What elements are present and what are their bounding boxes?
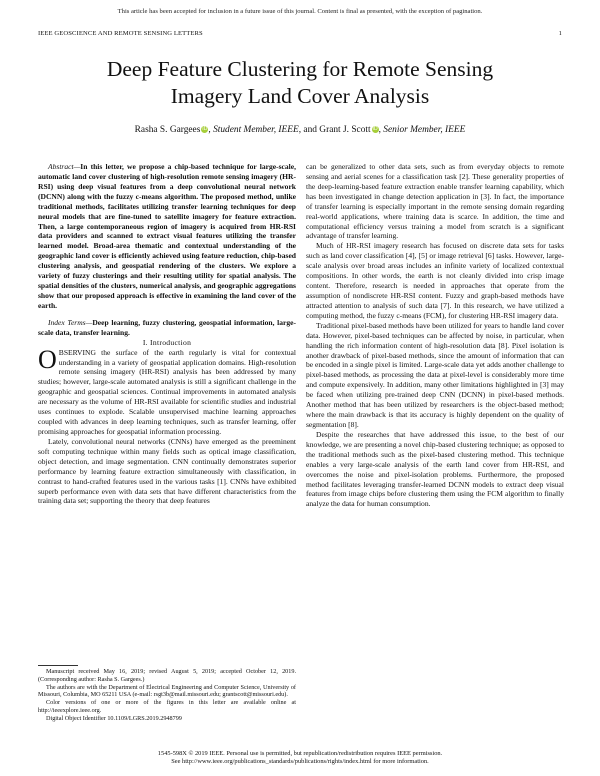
index-terms-text: Deep learning, fuzzy clustering, geospatial information, large-scale data, transfer learning. — [38, 317, 297, 337]
author-2-name: Grant J. Scott — [319, 125, 371, 135]
title-line-2: Imagery Land Cover Analysis — [170, 84, 430, 108]
journal-name: IEEE GEOSCIENCE AND REMOTE SENSING LETTERS — [38, 30, 203, 37]
author-list: Rasha S. Gargees iD, Student Member, IEEE, and Grant J. Scott iD, Senior Member, IEEE — [134, 125, 466, 135]
footnote-rule — [38, 665, 78, 666]
abstract — [38, 162, 296, 311]
title-line-1: Deep Feature Clustering for Remote Sensing — [106, 57, 494, 81]
drop-cap: O — [38, 344, 57, 374]
footnote-received: Manuscript received May 16, 2019; revised August 5, 2019; accepted October 12, 2019. (Corresponding author: Rasha S. Gargees.) — [38, 668, 296, 683]
copyright-footer — [0, 750, 600, 767]
intro-paragraph-1-text: BSERVING the surface of the earth regularly is vital for contextual understanding in a variety of geospatial application domains. High-resolution remote sensing imagery (HR-RSI) analysis has been addressed by many studies; however, large-scale automated analysis is still a significant challenge in the geographic and geospatial sciences. Continual improvements in automated analysis are necessary as the volume of HR-RSI available for scientific studies and industrial uses continues to explode. Scalable unsupervised machine learning approaches coupled with advances in deep learning techniques, such as transfer learning, offer promising approaches for geospatial information processing. — [38, 347, 296, 436]
page-number: 1 — [558, 30, 562, 37]
orcid-icon[interactable]: iD — [202, 126, 208, 132]
author-connector: , and — [298, 125, 320, 135]
footnote-doi: Digital Object Identifier 10.1109/LGRS.2019.2948799 — [46, 714, 182, 722]
orcid-icon[interactable]: iD — [372, 126, 378, 132]
intro-paragraph-1 — [38, 344, 296, 437]
footnote-color-versions: Color versions of one or more of the figures in this letter are available online at http://ieeexplore.ieee.org. — [38, 699, 296, 714]
intro-paragraph-2: Lately, convolutional neural networks (CNNs) have emerged as the preeminent soft computing technique within many fields such as optical image classification, object detection, and image segmentation. CNN continually demonstrates superior performance by learning feature extraction simultaneously with classification, in contrast to hand-crafted features used in the various tasks [1]. CNNs have exhibited superb performance even with data sets that have different characteristics from the training data set; supporting the theory that deep features — [38, 436, 296, 506]
author-1-name: Rasha S. Gargees — [134, 125, 201, 135]
abstract-dash: — — [73, 162, 81, 171]
copyright-line: 1545-598X © 2019 IEEE. Personal use is permitted, but republication/redistribution requires IEEE permission. — [157, 750, 443, 757]
section-heading-introduction: I. Introduction — [142, 337, 192, 347]
author-1-role: Student Member, IEEE — [213, 125, 299, 135]
footnotes — [38, 668, 296, 723]
right-paragraph-2: Much of HR-RSI imagery research has focused on discrete data sets for tasks such as land cover classification [4], [5] or image retrieval [6] tasks. However, large-scale analysis over broad areas includes an infinite variety of localized contextual compositions. In other words, the earth is not cleanly divided into crisp image content. Therefore, research is needed in approaches that operate from the assumption of nondiscrete HR-RSI content. Fuzzy and graph-based methods have attracted attention to analysis of such data [7]. In this research, we have utilized a computing method, the fuzzy c-means (FCM), for clustering HR-RSI imagery data. — [306, 241, 564, 320]
index-terms-label: Index Terms — [48, 317, 86, 327]
right-paragraph-4: Despite the researches that have addressed this issue, to the best of our knowledge, we are presenting a novel chip-based clustering technique; as opposed to the traditional methods such as the pixel-based clustering method. This technique enables a very large-scale analysis of the earth land cover from HR-RSI, and overcomes the noise and pixel-isolation problems. Furthermore, the proposed method facilitates leveraging transfer-learned DCNN models to extract deep visual features from image chips before clustering them using the FCM algorithm to finally analyze the data for human consumption. — [306, 429, 564, 509]
index-terms-dash: — — [85, 317, 93, 327]
abstract-text: In this letter, we propose a chip-based technique for large-scale, automatic land cover clustering of high-resolution remote sensing imagery (HR-RSI) using deep visual features from a deep convolutional neural network (DCNN) along with the fuzzy c-means algorithm. The proposed method, unlike traditional methods, facilitates utilizing transfer learning techniques for deep neural models that are fine-tuned to satellite imagery for feature extraction. Then, a large contemporaneous region of imagery is acquired from HR-RSI data providers and scanned to extract visual features utilizing the transfer learned model. Broad-area thematic and contextual understanding of the geographic land cover is efficiently achieved using feature reduction, chip-based clustering analysis, and geospatial rendering of the clusters. We explore a variety of fuzzy clusterings and their resulting utility for spatial analysis. The spatial densities of the clusters, numerical analysis, and geographic aggregations show that our proposed approach is effective in examining the land cover of the earth. — [38, 162, 296, 310]
left-column — [38, 162, 296, 506]
running-header — [38, 30, 562, 37]
right-column — [306, 162, 564, 509]
rights-link-line[interactable]: See http://www.ieee.org/publications_standards/publications/rights/index.html for more information. — [171, 758, 429, 766]
abstract-label: Abstract — [48, 162, 74, 171]
paper-title — [40, 56, 560, 110]
footnote-affiliation: The authors are with the Department of Electrical Engineering and Computer Science, University of Missouri, Columbia, MO 65211 USA (e-mail: rsgt3b@mail.missouri.edu; grantscott@missouri.edu). — [38, 683, 296, 699]
acceptance-notice: This article has been accepted for inclusion in a future issue of this journal. Content is final as presented, with the exception of pagination. — [117, 8, 483, 15]
index-terms — [38, 318, 296, 338]
author-2-role: Senior Member, IEEE — [383, 125, 466, 135]
right-paragraph-1: can be generalized to other data sets, such as from everyday objects to remote sensing and aerial scenes for a classification task [2]. These generality properties of the deep-learning-based feature extraction enable transfer learning capability, which has been investigated in change detection application in [3]. In fact, the importance of transfer learning is especially important in the remote sensing domain regarding real-world applications, where training data is scarce. In addition, the time and computational efficiency versus training a model from scratch is a significant advantage of transfer learning. — [306, 162, 564, 241]
right-paragraph-3: Traditional pixel-based methods have been utilized for years to handle land cover data. However, pixel-based techniques can be affected by noise, in particular, when handling the rich information content of high-resolution data [8]. Pixel isolation is another drawback of pixel-based methods, since the amount of information that can be encoded in a single pixel is limited. Large-scale data yet adds another challenge to pixel-based methods, as processing the data at pixel-level is considerably more time and compute expensively. In addition, many other limitations highlighted in [3] may be faced when utilizing pre-trained deep CNN (DCNN) in pixel-based methods. Another method that has been utilized by researchers is the object-based method; where the main drawback is that its accuracy is highly dependent on the quality of segmentation [8]. — [306, 320, 564, 429]
